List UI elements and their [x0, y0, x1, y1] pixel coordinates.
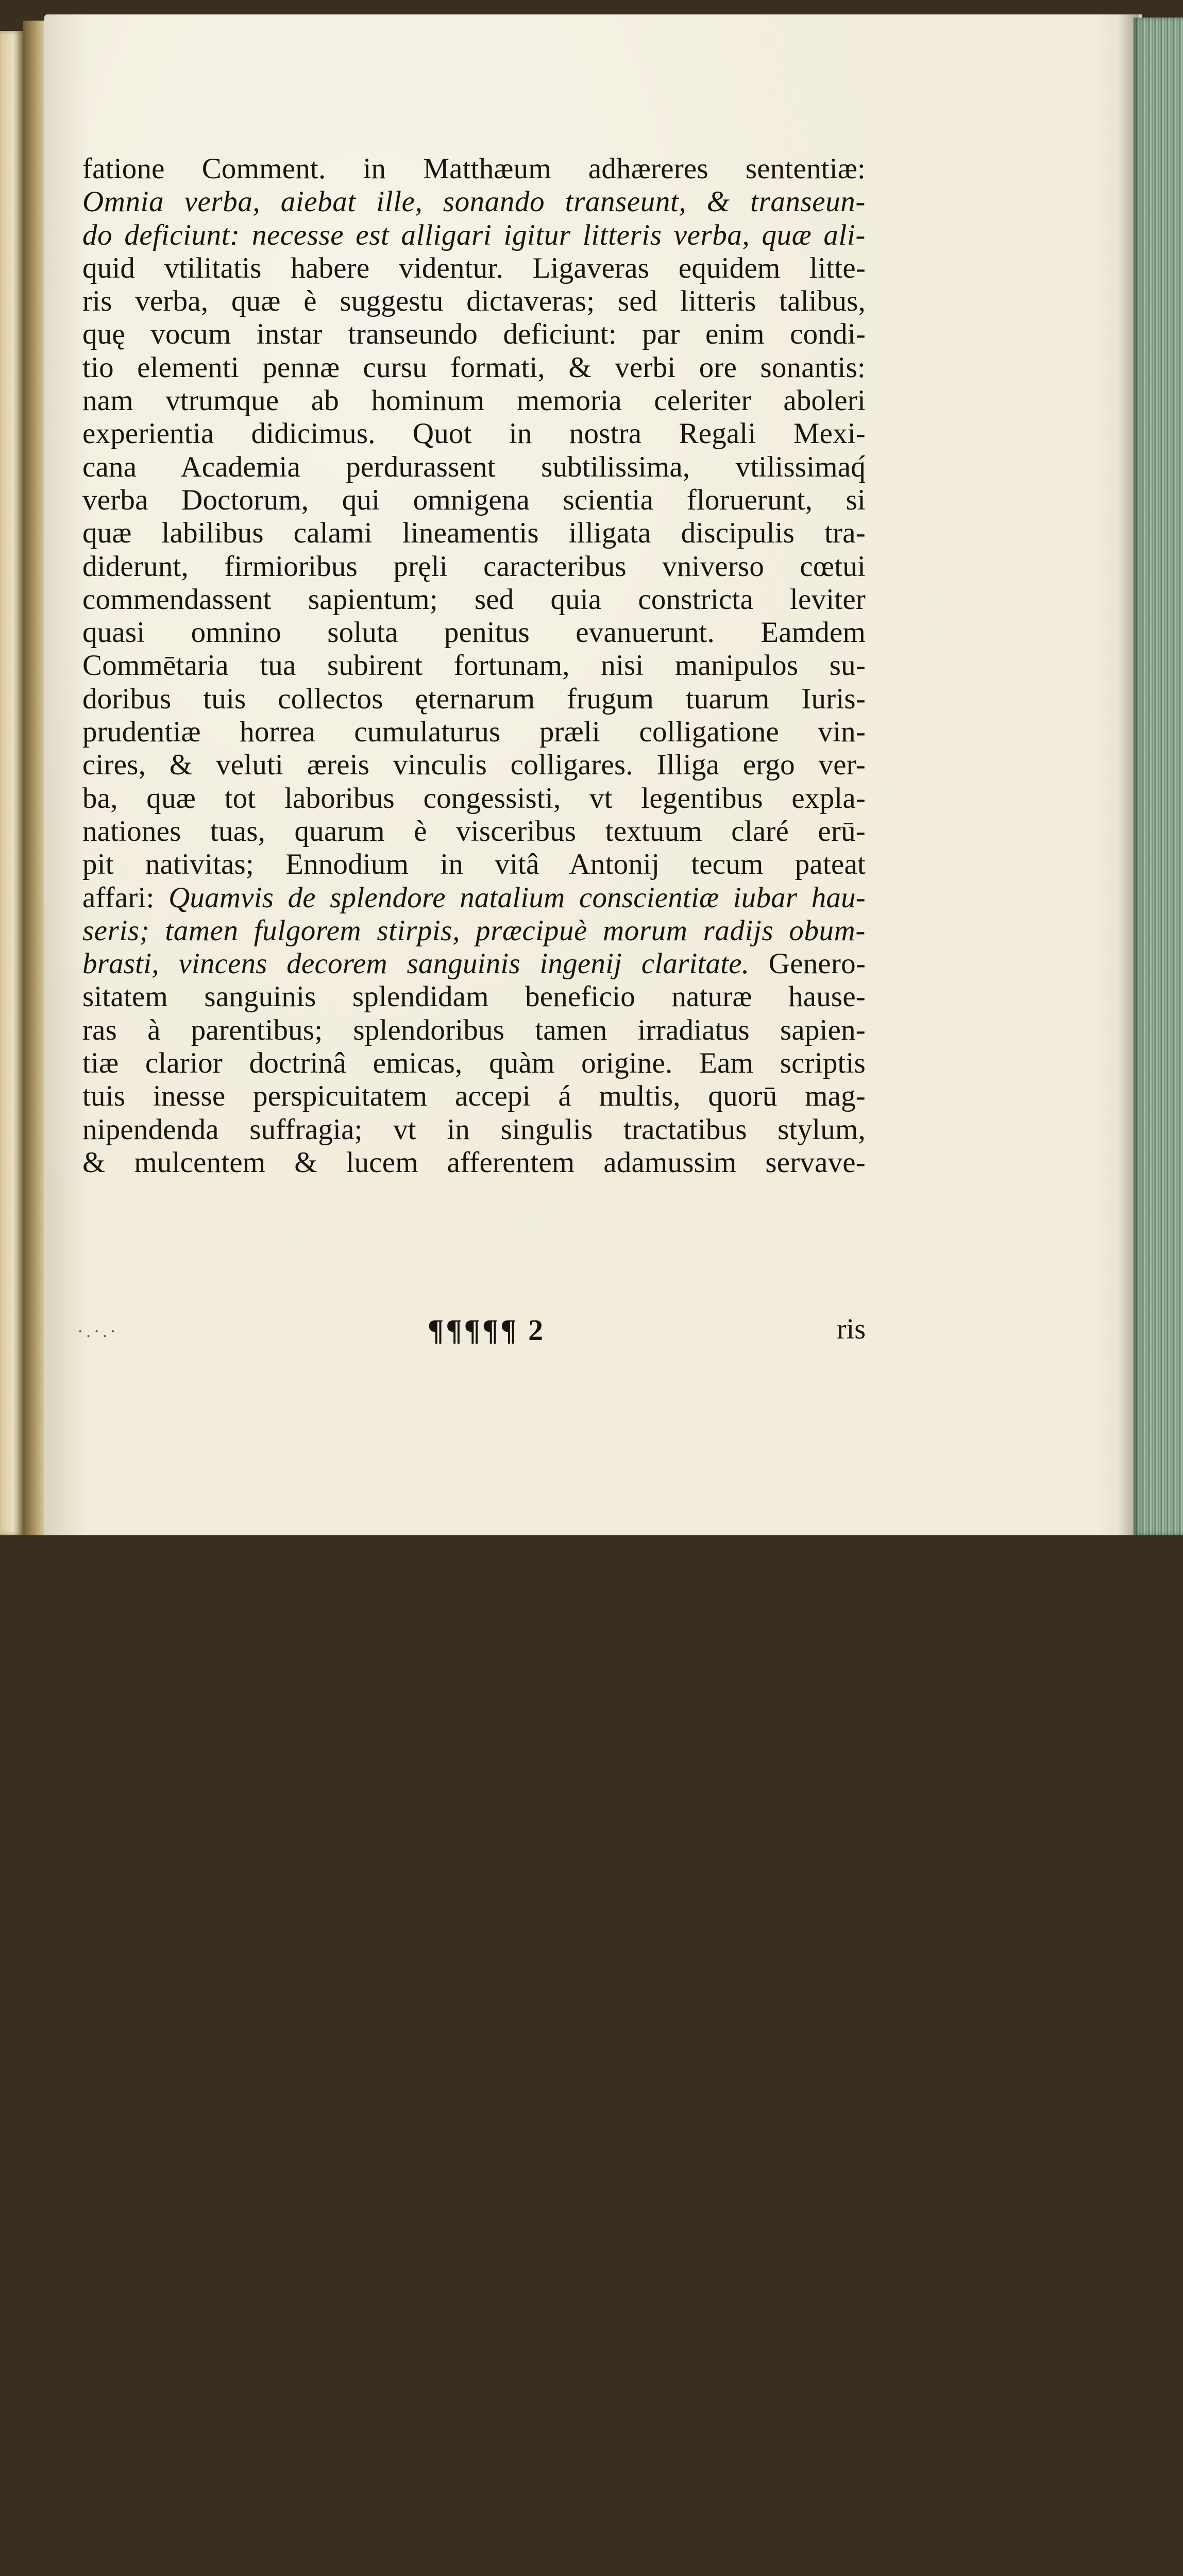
- text-line: nipendenda suffragia; vt in singulis tractatibus stylum,: [82, 1113, 866, 1146]
- text-line: ras à parentibus; splendoribus tamen irradiatus sapien-: [82, 1013, 866, 1046]
- text-line: nationes tuas, quarum è visceribus textuum claré erū-: [82, 815, 866, 848]
- text-line: seris; tamen fulgorem stirpis, præcipuè morum radijs obum-: [82, 914, 866, 947]
- text-line: quæ labilibus calami lineamentis illigata discipulis tra-: [82, 517, 866, 550]
- text-line-italic: brasti, vincens decorem sanguinis ingenij claritate.: [82, 947, 750, 980]
- text-line: quid vtilitatis habere videntur. Ligaveras equidem litte-: [82, 251, 866, 284]
- text-line: tuis inesse perspicuitatem accepi á multis, quorū mag-: [82, 1080, 866, 1113]
- text-line: quasi omnino soluta penitus evanuerunt. Eamdem: [82, 616, 866, 649]
- text-line: sitatem sanguinis splendidam beneficio naturæ hause-: [82, 980, 866, 1013]
- signature-mark: ¶¶¶¶¶ 2: [428, 1313, 546, 1347]
- text-line: ba, quæ tot laboribus congessisti, vt legentibus expla-: [82, 782, 866, 815]
- fore-edge: [1134, 18, 1183, 1535]
- text-line: quę vocum instar transeundo deficiunt: par enim condi-: [82, 318, 866, 351]
- text-line: commendassent sapientum; sed quia constricta leviter: [82, 583, 866, 616]
- text-line: verba Doctorum, qui omnigena scientia floruerunt, si: [82, 483, 866, 516]
- text-line-roman: Genero-: [749, 947, 866, 980]
- left-page-edge: [0, 31, 23, 1535]
- text-line: cana Academia perdurassent subtilissima, vtilissimaq́: [82, 450, 866, 483]
- text-line-italic: Quamvis de splendore natalium conscientiæ iubar hau-: [168, 881, 866, 914]
- text-line: experientia didicimus. Quot in nostra Regali Mexi-: [82, 417, 866, 450]
- text-line: cires, & veluti æreis vinculis colligares. Illiga ergo ver-: [82, 749, 866, 782]
- text-line-roman: affari:: [82, 881, 169, 914]
- text-line: prudentiæ horrea cumulaturus præli colligatione vin-: [82, 716, 866, 749]
- catchword: ris: [837, 1313, 866, 1345]
- text-line: pit nativitas; Ennodium in vitâ Antonij tecum pateat: [82, 848, 866, 881]
- text-line: Commētaria tua subirent fortunam, nisi manipulos su-: [82, 649, 866, 682]
- text-line: & mulcentem & lucem afferentem adamussim servave-: [82, 1146, 866, 1179]
- text-line: do deficiunt: necesse est alligari igitur litteris verba, quæ ali-: [82, 218, 866, 251]
- text-line: [82, 947, 866, 980]
- text-line: fatione Comment. in Matthæum adhæreres sententiæ:: [82, 152, 866, 185]
- text-line: ris verba, quæ è suggestu dictaveras; sed litteris talibus,: [82, 285, 866, 318]
- text-line: nam vtrumque ab hominum memoria celeriter aboleri: [82, 384, 866, 417]
- text-line: doribus tuis collectos ęternarum frugum tuarum Iuris-: [82, 682, 866, 715]
- text-line: Omnia verba, aiebat ille, sonando transeunt, & transeun-: [82, 185, 866, 218]
- page-footer: [77, 1313, 866, 1349]
- text-block: [82, 152, 866, 1179]
- stray-marks: ·.·.·: [77, 1322, 119, 1341]
- text-line: [82, 882, 866, 914]
- text-line: tiæ clarior doctrinâ emicas, quàm origine. Eam scriptis: [82, 1047, 866, 1080]
- text-line: tio elementi pennæ cursu formati, & verbi ore sonantis:: [82, 351, 866, 384]
- text-line: diderunt, firmioribus pręli caracteribus vniverso cœtui: [82, 550, 866, 583]
